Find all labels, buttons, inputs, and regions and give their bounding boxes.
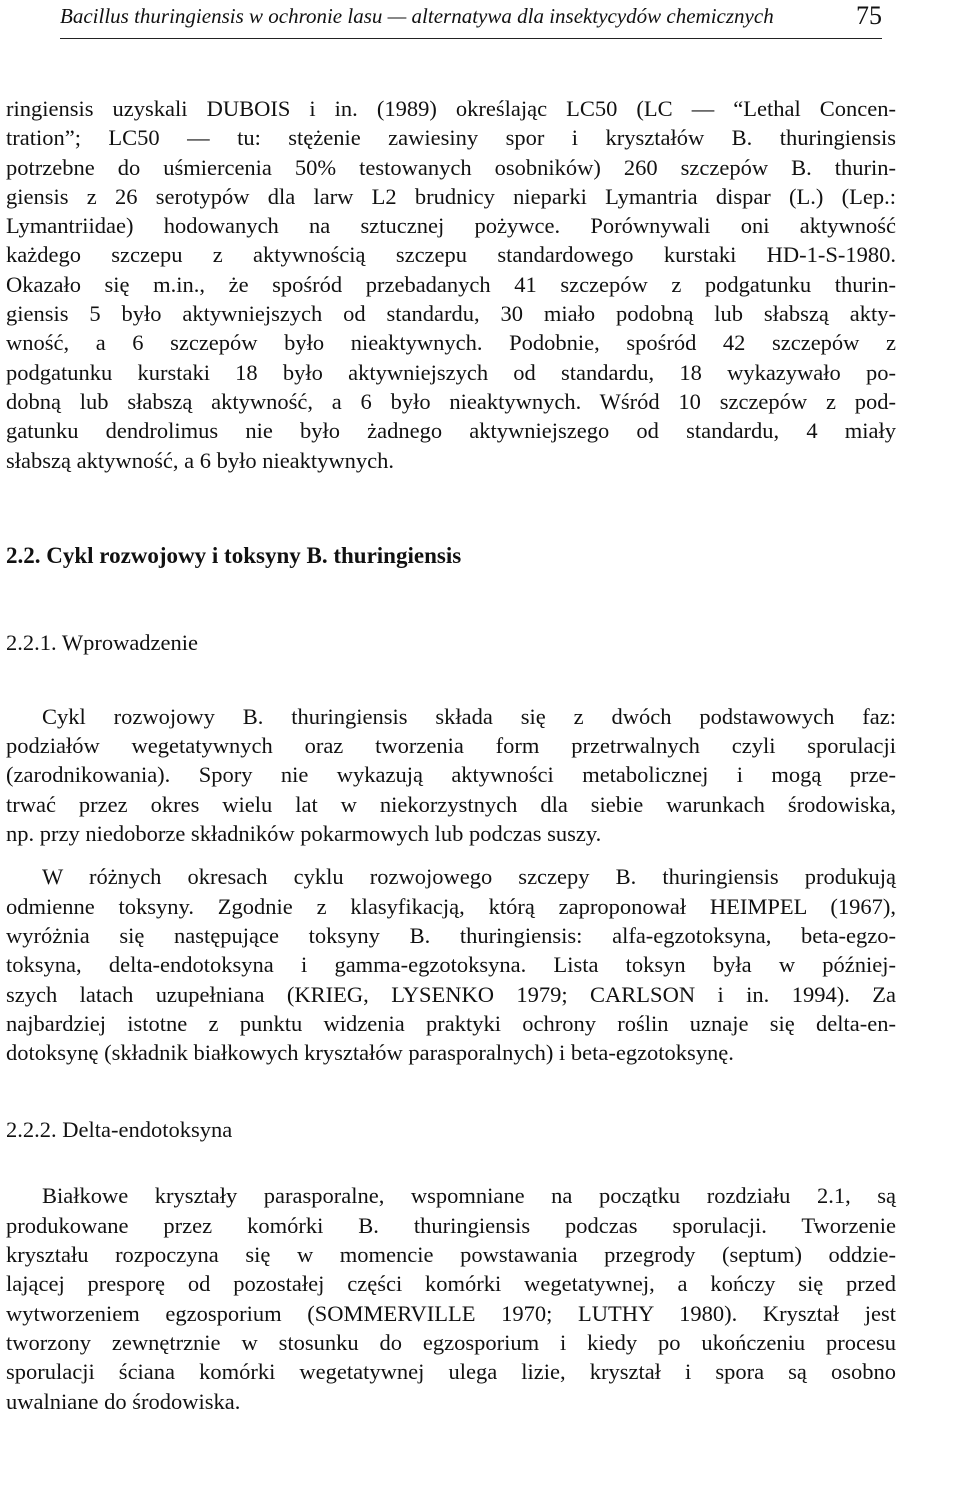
text-line: Lymantriidae) hodowanych na sztucznej pożywce. Porównywali oni aktywność (6, 213, 896, 239)
paragraph-toxins (6, 862, 896, 1067)
text-line: wytworzeniem egzosporium (SOMMERVILLE 1970; LUTHY 1980). Kryształ jest (6, 1300, 896, 1326)
text-line: Białkowe kryształy parasporalne, wspomniane na początku rozdziału 2.1, są (42, 1183, 896, 1209)
text-line: (zarodnikowania). Spory nie wykazują aktywności metabolicznej i mogą prze- (6, 762, 896, 788)
text-line: uwalniane do środowiska. (6, 1388, 241, 1414)
text-line: potrzebne do uśmiercenia 50% testowanych osobników) 260 szczepów B. thurin- (6, 154, 896, 180)
text-line: lającej presporę od pozostałej części komórki wegetatywnej, a kończy się przed (6, 1271, 896, 1297)
text-line: kryształu rozpoczyna się w momencie powstawania przegrody (septum) oddzie- (6, 1242, 896, 1268)
text-line: ringiensis uzyskali DUBOIS i in. (1989) określając LC50 (LC — “Lethal Concen- (6, 96, 896, 121)
text-line: giensis z 26 serotypów dla larw L2 brudnicy nieparki Lymantria dispar (L.) (Lep.: (6, 183, 896, 209)
page-number: 75 (856, 1, 882, 30)
subsection-heading-2-2-1: 2.2.1. Wprowadzenie (6, 629, 199, 655)
text-line: W różnych okresach cyklu rozwojowego szczepy B. thuringiensis produkują (42, 864, 896, 890)
section-heading-2-2: 2.2. Cykl rozwojowy i toksyny B. thuringiensis (6, 542, 462, 568)
text-line: giensis 5 było aktywniejszych od standardu, 30 miało podobną lub słabszą akty- (6, 301, 896, 327)
text-line: Cykl rozwojowy B. thuringiensis składa się z dwóch podstawowych faz: (42, 703, 896, 729)
text-line: dotoksynę (składnik białkowych kryształów parasporalnych) i beta-egzotoksynę. (6, 1040, 734, 1066)
paragraph-life-cycle (6, 702, 896, 848)
text-line: najbardziej istotne z punktu widzenia praktyki ochrony roślin uznaje się delta-en- (6, 1010, 896, 1036)
text-line: Okazało się m.in., że spośród przebadanych 41 szczepów z podgatunku thurin- (6, 271, 896, 297)
text-line: każdego szczepu z aktywnością szczepu standardowego kurstaki HD-1-S-1980. (6, 242, 896, 268)
text-line: sporulacji ściana komórki wegetatywnej ulega lizie, kryształ i spora są osobno (6, 1359, 896, 1385)
text-line: szych latach uzupełniana (KRIEG, LYSENKO 1979; CARLSON i in. 1994). Za (6, 981, 896, 1007)
text-line: produkowane przez komórki B. thuringiensis podczas sporulacji. Tworzenie (6, 1212, 896, 1238)
subsection-heading-2-2-2: 2.2.2. Delta-endotoksyna (6, 1117, 233, 1143)
text-line: gatunku dendrolimus nie było żadnego aktywniejszego od standardu, 4 miały (6, 418, 896, 444)
text-line: wność, a 6 szczepów było nieaktywnych. Podobnie, spośród 42 szczepów z (6, 330, 896, 356)
text-line: np. przy niedoborze składników pokarmowych lub podczas suszy. (6, 821, 602, 847)
text-line: słabszą aktywność, a 6 było nieaktywnych. (6, 447, 395, 473)
text-line: odmienne toksyny. Zgodnie z klasyfikacją, którą zaproponował HEIMPEL (1967), (6, 893, 896, 919)
text-line: trwać przez okres wielu lat w niekorzystnych dla siebie warunkach środowiska, (6, 791, 896, 817)
running-head-title: Bacillus thuringiensis w ochronie lasu — alternatywa dla insektycydów chemicznych (60, 4, 774, 28)
text-line: podgatunku kurstaki 18 było aktywniejszych od standardu, 18 wykazywało po- (6, 359, 896, 385)
paragraph-lc50-results (6, 94, 896, 475)
text-line: podziałów wegetatywnych oraz tworzenia form przetrwalnych czyli sporulacji (6, 733, 896, 759)
paragraph-delta-endotoxin (6, 1181, 896, 1415)
body-text (6, 94, 896, 1416)
text-line: wyróżnia się następujące toksyny B. thuringiensis: alfa-egzotoksyna, beta-egzo- (6, 922, 896, 948)
running-head (60, 1, 882, 40)
text-line: tration”; LC50 — tu: stężenie zawiesiny spor i kryształów B. thuringiensis (6, 125, 896, 151)
text-line: dobną lub słabszą aktywność, a 6 było nieaktywnych. Wśród 10 szczepów z pod- (6, 388, 896, 414)
text-line: toksyna, delta-endotoksyna i gamma-egzotoksyna. Lista toksyn była w później- (6, 952, 896, 978)
text-line: tworzony zewnętrznie w stosunku do egzosporium i kiedy po ukończeniu procesu (6, 1329, 896, 1355)
header-rule (60, 38, 882, 39)
